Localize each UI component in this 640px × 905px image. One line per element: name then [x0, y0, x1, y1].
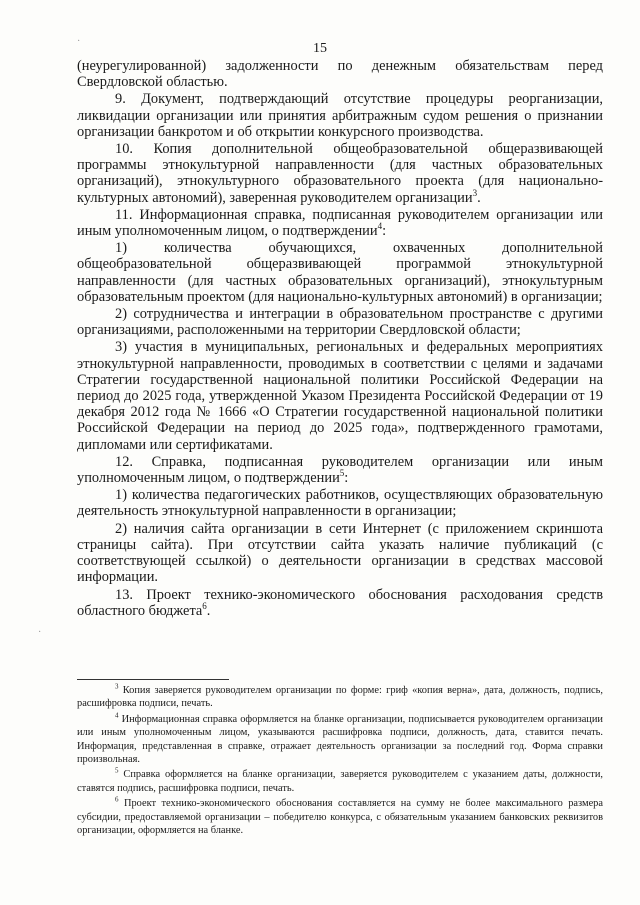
- footnotes: [77, 684, 603, 839]
- footnote: $^4$ Информационная справка оформляется на бланке организации, подписывается руководителем организации или иным уполномоченным лицом, указываются расшифровка подписи, должность, дата, ставится печать. Информация, представленная в справке, отражает деятельность организации за последний год. Форма справки произвольная.: [77, 711, 603, 766]
- paragraph-subitem: 1) количества педагогических работников, осуществляющих образовательную деятельность этнокультурной направленности в организации;: [77, 487, 603, 520]
- footnote: $^5$ Справка оформляется на бланке организации, заверяется руководителем с указанием даты, должности, ставятся подпись, расшифровка подписи, печать.: [77, 766, 603, 794]
- main-text: [77, 58, 603, 620]
- paragraph-subitem: 2) сотрудничества и интеграции в образовательном пространстве с другими организациями, расположенными на территории Свердловской области;: [77, 306, 603, 339]
- paragraph-subitem: 3) участия в муниципальных, региональных и федеральных мероприятиях этнокультурной направленности, проводимых в соответствии с целями и задачами Стратегии государственной национальной политики Российской Федерации на период до 2025 года, утвержденной Указом Президента Российской Федерации от 19 декабря 2012 года № 1666 «О Стратегии государственной национальной политики Российской Федерации на период до 2025 года», подтвержденного грамотами, дипломами или сертификатами.: [77, 339, 603, 453]
- paragraph-item-13: 13. Проект технико-экономического обоснования расходования средств областного бюджета$^6$.: [77, 586, 603, 619]
- paragraph: (неурегулированной) задолженности по денежным обязательствам перед Свердловской областью.: [77, 58, 603, 91]
- paragraph-subitem: 1) количества обучающихся, охваченных дополнительной общеобразовательной общеразвивающей программой этнокультурной направленности (для частных образовательных организаций), этнокультурным образовательным проектом (для национально-культурных автономий) в организации;: [77, 240, 603, 305]
- footnote-ref: 4: [377, 221, 383, 232]
- footnote: $^6$ Проект технико-экономического обоснования составляется на сумму не более максимального размера субсидии, предоставляемой организации – победителю конкурса, с обязательным указанием банковских реквизитов организации, оформляется на бланке.: [77, 795, 603, 837]
- footnote-separator: [77, 679, 229, 680]
- paragraph-item-10: 10. Копия дополнительной общеобразовательной общеразвивающей программы этнокультурной направленности (для частных образовательных организаций), этнокультурного образовательного проекта (для национально-культурных автономий), заверенная руководителем организации$^3$.: [77, 141, 603, 206]
- footnote-ref: 3: [472, 187, 478, 198]
- scan-speck: ·: [38, 627, 42, 638]
- scan-speck: ·: [77, 36, 81, 47]
- paragraph-item-12: 12. Справка, подписанная руководителем организации или иным уполномоченным лицом, о подтверждении$^5$:: [77, 453, 603, 487]
- footnote: $^3$ Копия заверяется руководителем организации по форме: гриф «копия верна», дата, должность, подпись, расшифровка подписи, печать.: [77, 682, 603, 710]
- footnote-ref: 5: [339, 468, 345, 479]
- paragraph-subitem: 2) наличия сайта организации в сети Интернет (с приложением скриншота страницы сайта). При отсутствии сайта указать наличие публикаций (с соответствующей ссылкой) о деятельности организации в средствах массовой информации.: [77, 520, 603, 586]
- page-number: 15: [313, 41, 327, 56]
- paragraph-item-9: 9. Документ, подтверждающий отсутствие процедуры реорганизации, ликвидации организации или принятия арбитражным судом решения о признании организации банкротом и об открытии конкурсного производства.: [77, 91, 603, 140]
- paragraph-item-11: 11. Информационная справка, подписанная руководителем организации или иным уполномоченным лицом, о подтверждении$^4$:: [77, 206, 603, 240]
- footnote-ref: 6: [202, 600, 207, 611]
